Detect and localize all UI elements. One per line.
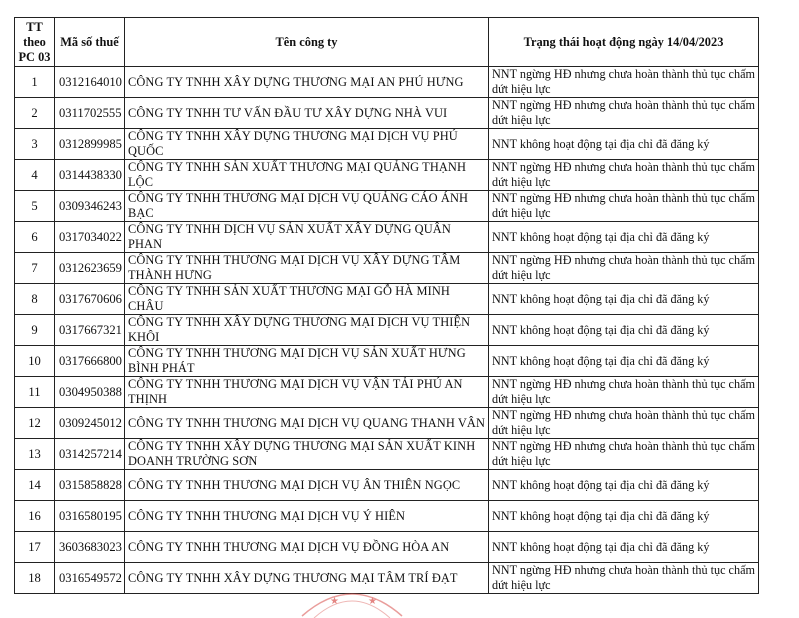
row-company-name: CÔNG TY TNHH XÂY DỰNG THƯƠNG MẠI DỊCH VỤ THIỆN KHÔI: [125, 315, 489, 346]
row-company-name: CÔNG TY TNHH XÂY DỰNG THƯƠNG MẠI TÂM TRÍ ĐẠT: [125, 563, 489, 594]
row-company-name: CÔNG TY TNHH TƯ VẤN ĐẦU TƯ XÂY DỰNG NHÀ VUI: [125, 98, 489, 129]
table-row: [15, 222, 759, 253]
row-company-name: CÔNG TY TNHH XÂY DỰNG THƯƠNG MẠI SẢN XUẤT KINH DOANH TRƯỜNG SƠN: [125, 439, 489, 470]
table-header-row: [15, 18, 759, 67]
row-tax-code: 0312899985: [55, 129, 125, 160]
table-row: [15, 253, 759, 284]
row-status: NNT ngừng HĐ nhưng chưa hoàn thành thủ tục chấm dứt hiệu lực: [489, 67, 759, 98]
svg-text:★: ★: [368, 596, 377, 607]
table-row: [15, 129, 759, 160]
row-number: 18: [15, 563, 55, 594]
header-company-name: Tên công ty: [125, 18, 489, 67]
row-company-name: CÔNG TY TNHH THƯƠNG MẠI DỊCH VỤ ĐỒNG HÒA AN: [125, 532, 489, 563]
table-row: [15, 160, 759, 191]
row-tax-code: 0317034022: [55, 222, 125, 253]
table-row: [15, 315, 759, 346]
row-status: NNT không hoạt động tại địa chỉ đã đăng ký: [489, 315, 759, 346]
row-number: 17: [15, 532, 55, 563]
row-status: NNT không hoạt động tại địa chỉ đã đăng ký: [489, 501, 759, 532]
row-company-name: CÔNG TY TNHH THƯƠNG MẠI DỊCH VỤ XÂY DỰNG TÂM THÀNH HƯNG: [125, 253, 489, 284]
row-number: 16: [15, 501, 55, 532]
table-row: [15, 439, 759, 470]
row-status: NNT không hoạt động tại địa chỉ đã đăng ký: [489, 346, 759, 377]
row-tax-code: 0309346243: [55, 191, 125, 222]
row-company-name: CÔNG TY TNHH THƯƠNG MẠI DỊCH VỤ QUANG THANH VÂN: [125, 408, 489, 439]
row-status: NNT ngừng HĐ nhưng chưa hoàn thành thủ tục chấm dứt hiệu lực: [489, 253, 759, 284]
row-status: NNT ngừng HĐ nhưng chưa hoàn thành thủ tục chấm dứt hiệu lực: [489, 98, 759, 129]
row-number: 7: [15, 253, 55, 284]
row-number: 11: [15, 377, 55, 408]
table-row: [15, 67, 759, 98]
header-tax-code: Mã số thuế: [55, 18, 125, 67]
table-body: [15, 67, 759, 594]
row-company-name: CÔNG TY TNHH THƯƠNG MẠI DỊCH VỤ VẬN TẢI PHÚ AN THỊNH: [125, 377, 489, 408]
row-company-name: CÔNG TY TNHH XÂY DỰNG THƯƠNG MẠI DỊCH VỤ PHÚ QUỐC: [125, 129, 489, 160]
row-status: NNT không hoạt động tại địa chỉ đã đăng ký: [489, 470, 759, 501]
row-number: 14: [15, 470, 55, 501]
row-status: NNT ngừng HĐ nhưng chưa hoàn thành thủ tục chấm dứt hiệu lực: [489, 563, 759, 594]
red-seal-stamp: [292, 578, 412, 618]
header-status: Trạng thái hoạt động ngày 14/04/2023: [489, 18, 759, 67]
company-status-table: [14, 17, 759, 594]
row-tax-code: 0312164010: [55, 67, 125, 98]
row-tax-code: 0309245012: [55, 408, 125, 439]
row-status: NNT ngừng HĐ nhưng chưa hoàn thành thủ tục chấm dứt hiệu lực: [489, 160, 759, 191]
row-number: 2: [15, 98, 55, 129]
row-number: 9: [15, 315, 55, 346]
row-tax-code: 0316580195: [55, 501, 125, 532]
svg-text:★: ★: [330, 596, 339, 607]
table-row: [15, 501, 759, 532]
row-number: 1: [15, 67, 55, 98]
row-status: NNT ngừng HĐ nhưng chưa hoàn thành thủ tục chấm dứt hiệu lực: [489, 439, 759, 470]
row-status: NNT ngừng HĐ nhưng chưa hoàn thành thủ tục chấm dứt hiệu lực: [489, 377, 759, 408]
row-company-name: CÔNG TY TNHH DỊCH VỤ SẢN XUẤT XÂY DỰNG QUÂN PHAN: [125, 222, 489, 253]
row-company-name: CÔNG TY TNHH SẢN XUẤT THƯƠNG MẠI QUẢNG THẠNH LỘC: [125, 160, 489, 191]
row-number: 3: [15, 129, 55, 160]
table-row: [15, 377, 759, 408]
row-tax-code: 0317667321: [55, 315, 125, 346]
row-number: 10: [15, 346, 55, 377]
row-status: NNT không hoạt động tại địa chỉ đã đăng ký: [489, 129, 759, 160]
row-tax-code: 0314438330: [55, 160, 125, 191]
header-tt: TT theo PC 03: [15, 18, 55, 67]
table-row: [15, 532, 759, 563]
row-company-name: CÔNG TY TNHH THƯƠNG MẠI DỊCH VỤ ÂN THIÊN NGỌC: [125, 470, 489, 501]
row-status: NNT ngừng HĐ nhưng chưa hoàn thành thủ tục chấm dứt hiệu lực: [489, 408, 759, 439]
row-tax-code: 0312623659: [55, 253, 125, 284]
row-number: 4: [15, 160, 55, 191]
table-row: [15, 470, 759, 501]
table-row: [15, 98, 759, 129]
row-tax-code: 0304950388: [55, 377, 125, 408]
row-number: 5: [15, 191, 55, 222]
table-row: [15, 284, 759, 315]
row-company-name: CÔNG TY TNHH THƯƠNG MẠI DỊCH VỤ SẢN XUẤT HƯNG BÌNH PHÁT: [125, 346, 489, 377]
row-status: NNT không hoạt động tại địa chỉ đã đăng ký: [489, 284, 759, 315]
row-tax-code: 0317666800: [55, 346, 125, 377]
row-tax-code: 0316549572: [55, 563, 125, 594]
row-tax-code: 0314257214: [55, 439, 125, 470]
row-status: NNT không hoạt động tại địa chỉ đã đăng ký: [489, 222, 759, 253]
row-tax-code: 3603683023: [55, 532, 125, 563]
table-row: [15, 408, 759, 439]
table-row: [15, 346, 759, 377]
row-company-name: CÔNG TY TNHH THƯƠNG MẠI DỊCH VỤ QUẢNG CÁO ÁNH BẠC: [125, 191, 489, 222]
table-row: [15, 191, 759, 222]
row-status: NNT không hoạt động tại địa chỉ đã đăng ký: [489, 532, 759, 563]
row-number: 12: [15, 408, 55, 439]
document-sheet: [14, 17, 758, 594]
row-tax-code: 0311702555: [55, 98, 125, 129]
seal-icon: [292, 578, 412, 618]
row-number: 13: [15, 439, 55, 470]
row-company-name: CÔNG TY TNHH THƯƠNG MẠI DỊCH VỤ Ý HIÊN: [125, 501, 489, 532]
row-status: NNT ngừng HĐ nhưng chưa hoàn thành thủ tục chấm dứt hiệu lực: [489, 191, 759, 222]
row-tax-code: 0317670606: [55, 284, 125, 315]
row-number: 6: [15, 222, 55, 253]
row-tax-code: 0315858828: [55, 470, 125, 501]
row-number: 8: [15, 284, 55, 315]
row-company-name: CÔNG TY TNHH SẢN XUẤT THƯƠNG MẠI GỖ HÀ MINH CHÂU: [125, 284, 489, 315]
row-company-name: CÔNG TY TNHH XÂY DỰNG THƯƠNG MẠI AN PHÚ HƯNG: [125, 67, 489, 98]
